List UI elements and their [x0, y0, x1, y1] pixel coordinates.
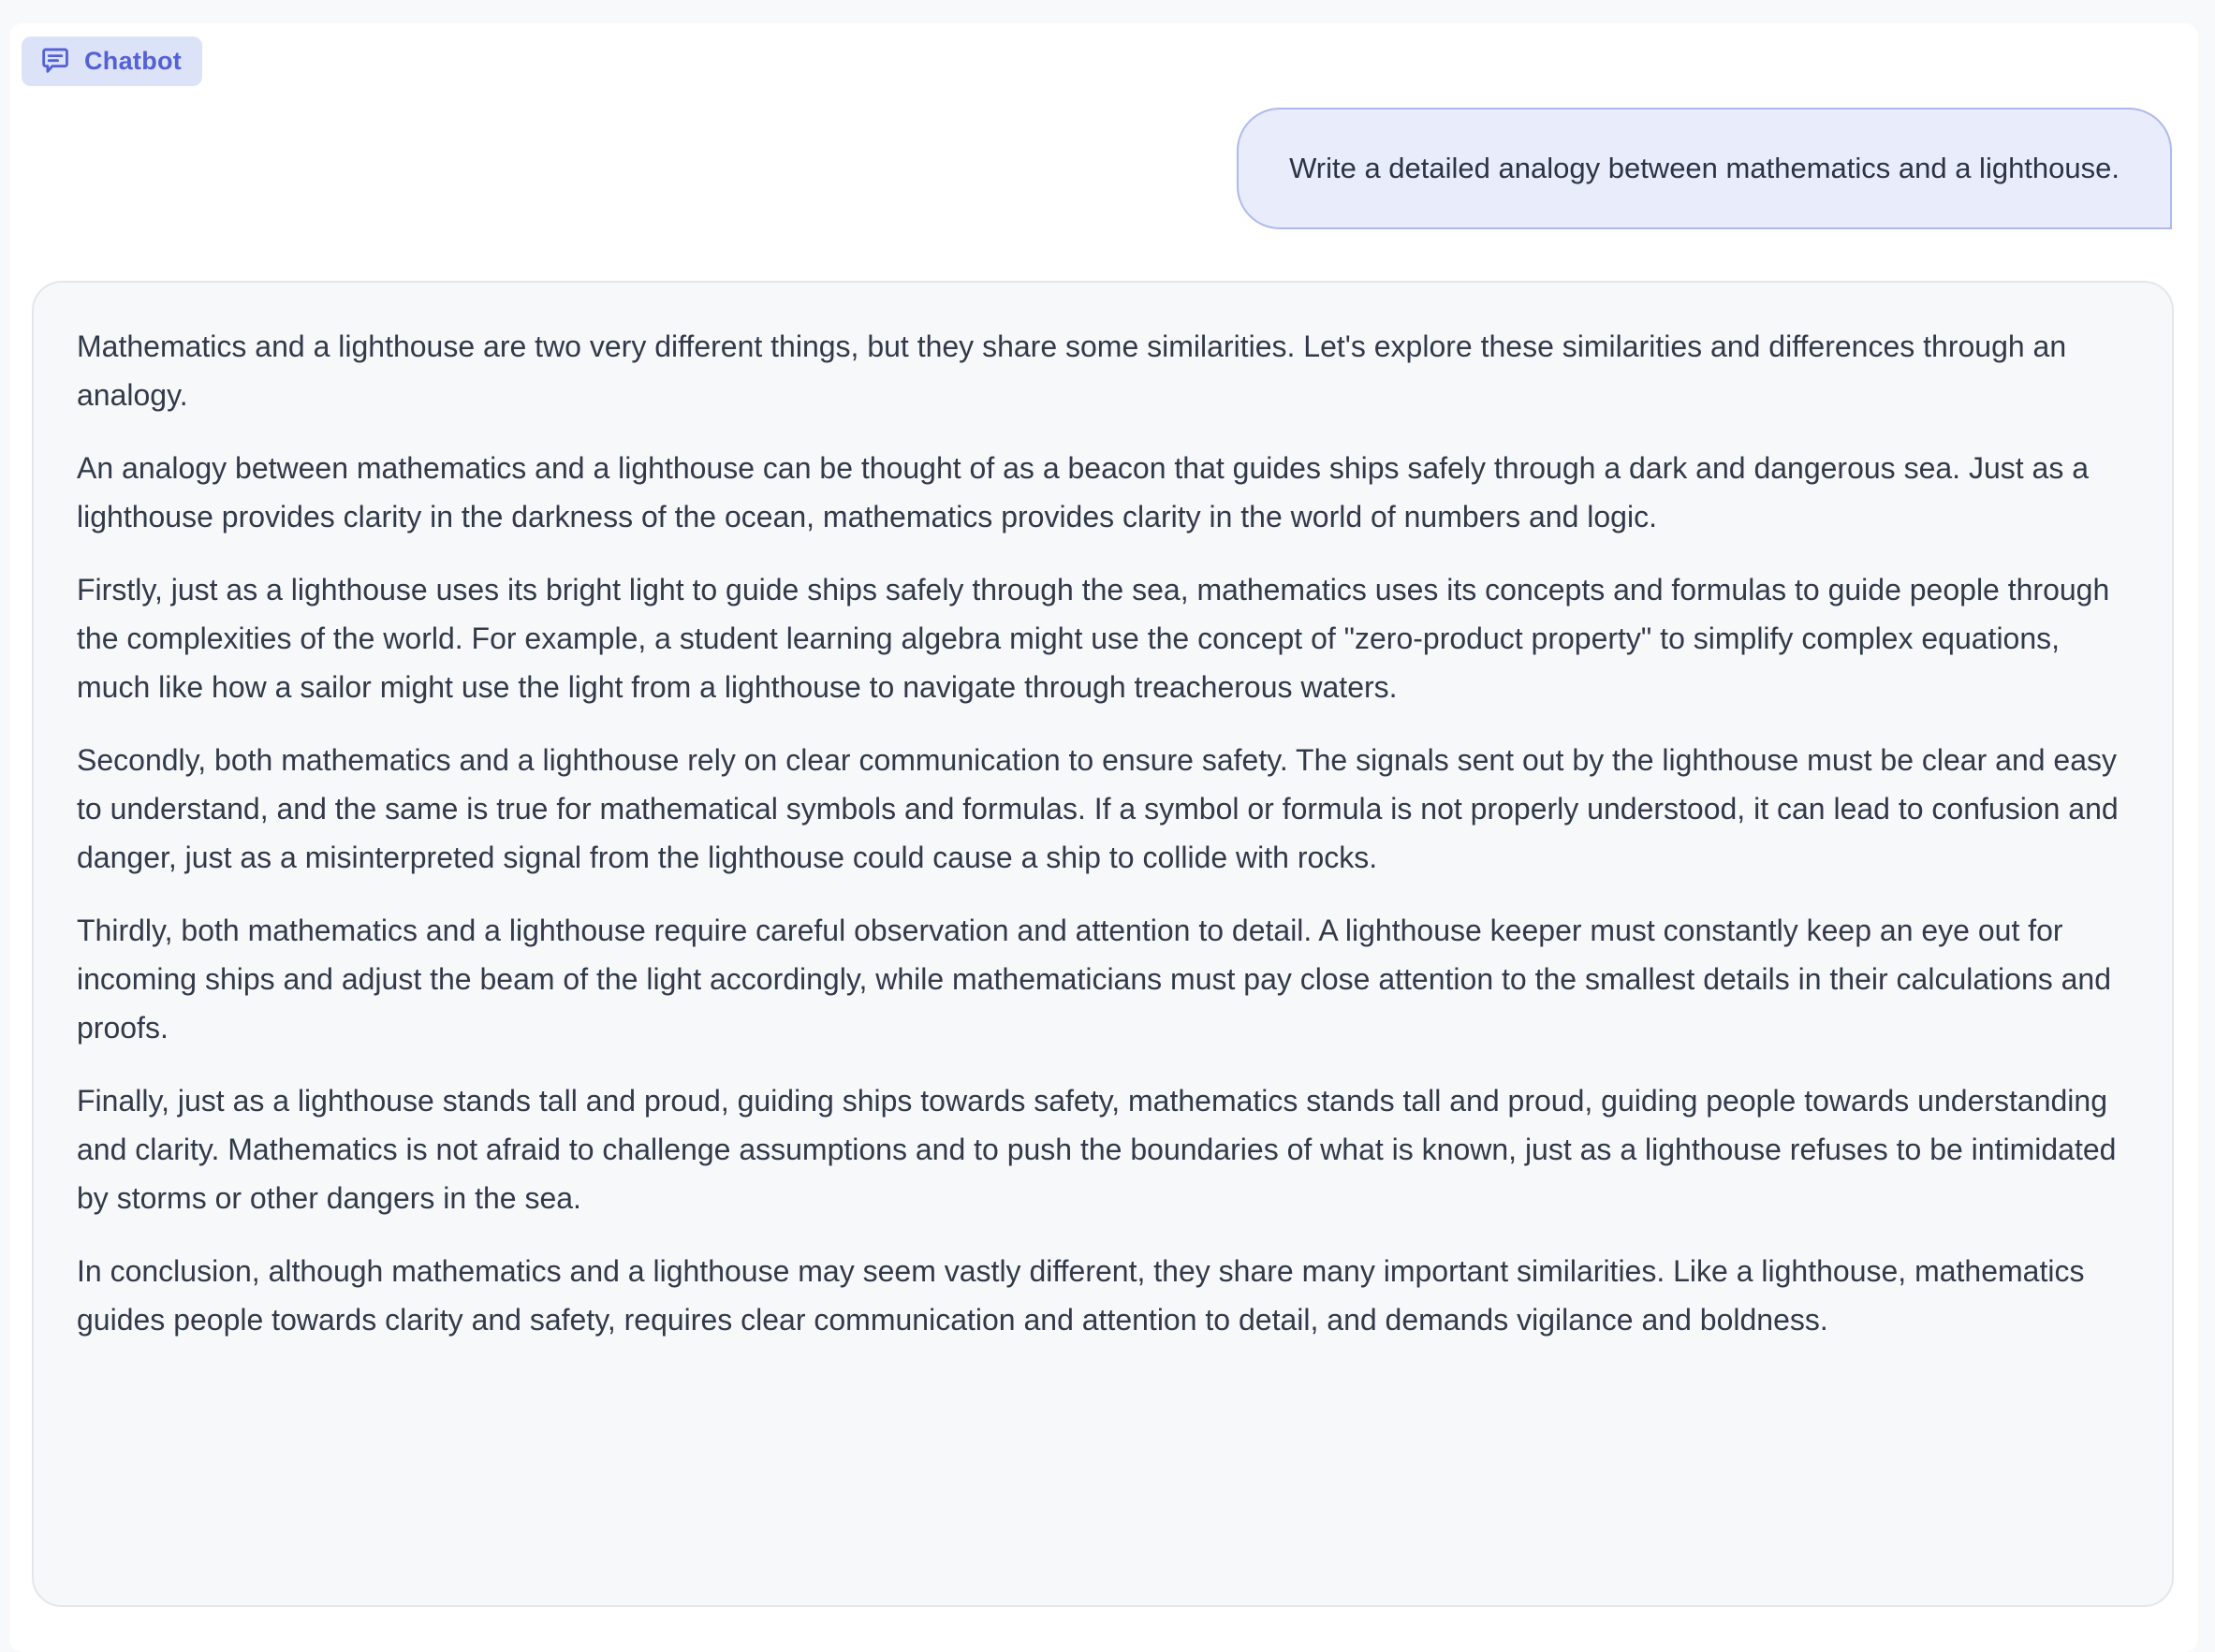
chat-bubble-icon [38, 45, 70, 77]
chatbot-label [22, 37, 202, 86]
bot-paragraph: Thirdly, both mathematics and a lighthouse require careful observation and attention to detail. A lighthouse keeper must constantly keep an eye out for incoming ships and adjust the beam of the light accordingly, while mathematicians must pay close attention to the smallest details in their calculations and proofs. [77, 914, 2112, 1045]
bot-paragraph: In conclusion, although mathematics and a lighthouse may seem vastly different, they share many important similarities. Like a lighthouse, mathematics guides people towards clarity and safety, requires clear communication and attention to detail, and demands vigilance and boldness. [77, 1254, 2085, 1337]
chatbot-panel[interactable] [9, 23, 2198, 1652]
bot-paragraph: An analogy between mathematics and a lighthouse can be thought of as a beacon that guides ships safely through a dark and dangerous sea. Just as a lighthouse provides clarity in the darkness of the ocean, mathematics provides clarity in the world of numbers and logic. [77, 451, 2089, 534]
bot-message-bubble [32, 281, 2174, 1607]
chatbot-label-text: Chatbot [84, 46, 183, 75]
user-message-row [1237, 108, 2172, 229]
bot-paragraph: Secondly, both mathematics and a lighthouse rely on clear communication to ensure safety. The signals sent out by the lighthouse must be clear and easy to understand, and the same is true for mathematical symbols and formulas. If a symbol or formula is not properly understood, it can lead to confusion and danger, just as a misinterpreted signal from the lighthouse could cause a ship to collide with rocks. [77, 743, 2119, 874]
user-message-text: Write a detailed analogy between mathematics and a lighthouse. [1289, 152, 2120, 184]
user-message-bubble [1237, 108, 2172, 229]
bot-paragraph: Firstly, just as a lighthouse uses its bright light to guide ships safely through the sea, mathematics uses its concepts and formulas to guide people through the complexities of the world. For example, a student learning algebra might use the concept of "zero-product property" to simplify complex equations, much like how a sailor might use the light from a lighthouse to navigate through treacherous waters. [77, 573, 2110, 704]
bot-paragraph: Finally, just as a lighthouse stands tall and proud, guiding ships towards safety, mathematics stands tall and proud, guiding people towards understanding and clarity. Mathematics is not afraid to challenge assumptions and to push the boundaries of what is known, just as a lighthouse refuses to be intimidated by storms or other dangers in the sea. [77, 1084, 2117, 1215]
bot-paragraph: Mathematics and a lighthouse are two very different things, but they share some similarities. Let's explore these similarities and differences through an analogy. [77, 329, 2067, 412]
